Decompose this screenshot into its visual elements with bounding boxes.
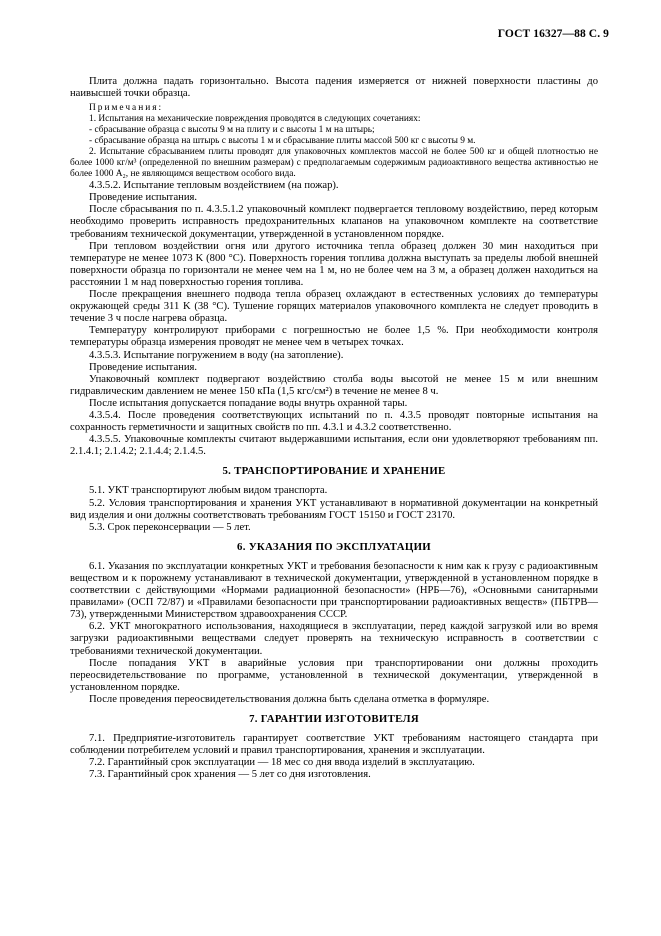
paragraph: Температуру контролируют приборами с погрешностью не более 1,5 %. При необходимости контроля температуры образца измерения проводят не менее чем в четырех точках. [70, 325, 598, 349]
paragraph: 7.1. Предприятие-изготовитель гарантирует соответствие УКТ требованиям настоящего стандарта при соблюдении потребителем условий и правил транспортирования, хранения и эксплуатации. [70, 733, 598, 757]
paragraph: 5.3. Срок переконсервации — 5 лет. [89, 521, 251, 533]
paragraph: Плита должна падать горизонтально. Высота падения измеряется от нижней поверхности пластины до наивысшей точки образца. [70, 76, 598, 100]
clause-heading: 4.3.5.2. Испытание тепловым воздействием (на пожар). [89, 180, 339, 192]
paragraph: 7.3. Гарантийный срок хранения — 5 лет со дня изготовления. [89, 769, 371, 781]
paragraph: Упаковочный комплект подвергают воздействию столба воды высотой не менее 15 м или внешним гидравлическим давлением не менее 150 кПа (1,5 кгс/см²) в течение не менее 8 ч. [70, 373, 598, 397]
paragraph: 5.2. Условия транспортирования и хранения УКТ устанавливают в нормативной документации на конкретный вид изделия и они должны соответствовать требованиям ГОСТ 15150 и ГОСТ 23170. [70, 497, 598, 521]
section-title-7: 7. ГАРАНТИИ ИЗГОТОВИТЕЛЯ [249, 713, 419, 726]
clause-heading: 4.3.5.3. Испытание погружением в воду (на затопление). [89, 349, 344, 361]
paragraph: После попадания УКТ в аварийные условия при транспортировании они должны проходить переосвидетельствование по программе, установленной в технической документации, утвержденной в установленном порядке. [70, 657, 598, 693]
paragraph: 6.1. Указания по эксплуатации конкретных УКТ и требования безопасности к ним как к грузу с радиоактивным веществом и к порожнему устанавливают в технической документации, утвержденной в установленном порядке в соответствии с действующими «Нормами радиационной безопасности» (НРБ—76), «Основными санитарными правилами» (ОСП 72/87) и «Правилами безопасности при транспортировании радиоактивных веществ» (ПБТРВ—73), утвержденными Министерством здравоохранения СССР. [70, 560, 598, 621]
paragraph: Проведение испытания. [89, 192, 198, 204]
paragraph: Проведение испытания. [89, 361, 198, 373]
note-item: 1. Испытания на механические повреждения проводятся в следующих сочетаниях: [89, 114, 421, 125]
section-title-5: 5. ТРАНСПОРТИРОВАНИЕ И ХРАНЕНИЕ [222, 465, 446, 478]
section-title-6: 6. УКАЗАНИЯ ПО ЭКСПЛУАТАЦИИ [237, 540, 431, 553]
paragraph: 4.3.5.5. Упаковочные комплекты считают выдержавшими испытания, если они удовлетворяют требованиям пп. 2.1.4.1; 2.1.4.2; 2.1.4.4; 2.1.4.5. [70, 434, 598, 458]
paragraph: 5.1. УКТ транспортируют любым видом транспорта. [89, 485, 328, 497]
paragraph: При тепловом воздействии огня или другого источника тепла образец должен 30 мин находиться при температуре не менее 1073 K (800 °C). Поверхность горения топлива должна выступать за пределы любой внешней поверхности образца по горизонтали не менее чем на 1 м, но не более чем на 3 м, а образец должен находиться на расстоянии 1 м над поверхностью горения топлива. [70, 240, 598, 288]
paragraph: После сбрасывания по п. 4.3.5.1.2 упаковочный комплект подвергается тепловому воздействию, перед которым необходимо проверить исправность предохранительных клапанов на упаковочном комплекте на соответствие требованиям технической документации, утвержденной в установленном порядке. [70, 204, 598, 240]
note-item: 2. Испытание сбрасыванием плиты проводят для упаковочных комплектов массой не более 500 кг и общей плотностью не более 1000 кг/м³ (определенной по внешним размерам) с предполагаемым содержимым радиоактивного вещества активностью не более 1000 A₂, не являющимся веществом особого вида. [70, 147, 598, 180]
paragraph: 4.3.5.4. После проведения соответствующих испытаний по п. 4.3.5 проводят повторные испытания на сохранность герметичности и защитных свойств по пп. 4.3.1 и 4.3.2 соответственно. [70, 409, 598, 434]
page-header: ГОСТ 16327—88 С. 9 [497, 28, 609, 40]
note-item: - сбрасывание образца на штырь с высоты 1 м и сбрасывание плиты массой 500 кг с высоты 9 м. [89, 136, 476, 147]
paragraph: После испытания допускается попадание воды внутрь охранной тары. [89, 397, 408, 409]
notes-heading: Примечания: [89, 103, 164, 114]
paragraph: 6.2. УКТ многократного использования, находящиеся в эксплуатации, перед каждой загрузкой или во время загрузки радиоактивными веществами следует проверять на техническую исправность в соответствии с требованиями технической документации. [70, 621, 598, 657]
document-body [70, 76, 598, 782]
paragraph: 7.2. Гарантийный срок эксплуатации — 18 мес со дня ввода изделий в эксплуатацию. [89, 757, 475, 769]
paragraph: После проведения переосвидетельствования должна быть сделана отметка в формуляре. [89, 693, 490, 705]
paragraph: После прекращения внешнего подвода тепла образец охлаждают в естественных условиях до температуры окружающей среды 311 K (38 °C). Тушение горящих материалов упаковочного комплекта не следует проводить в течение 3 ч после нагрева образца. [70, 289, 598, 325]
note-item: - сбрасывание образца с высоты 9 м на плиту и с высоты 1 м на штырь; [89, 125, 375, 136]
